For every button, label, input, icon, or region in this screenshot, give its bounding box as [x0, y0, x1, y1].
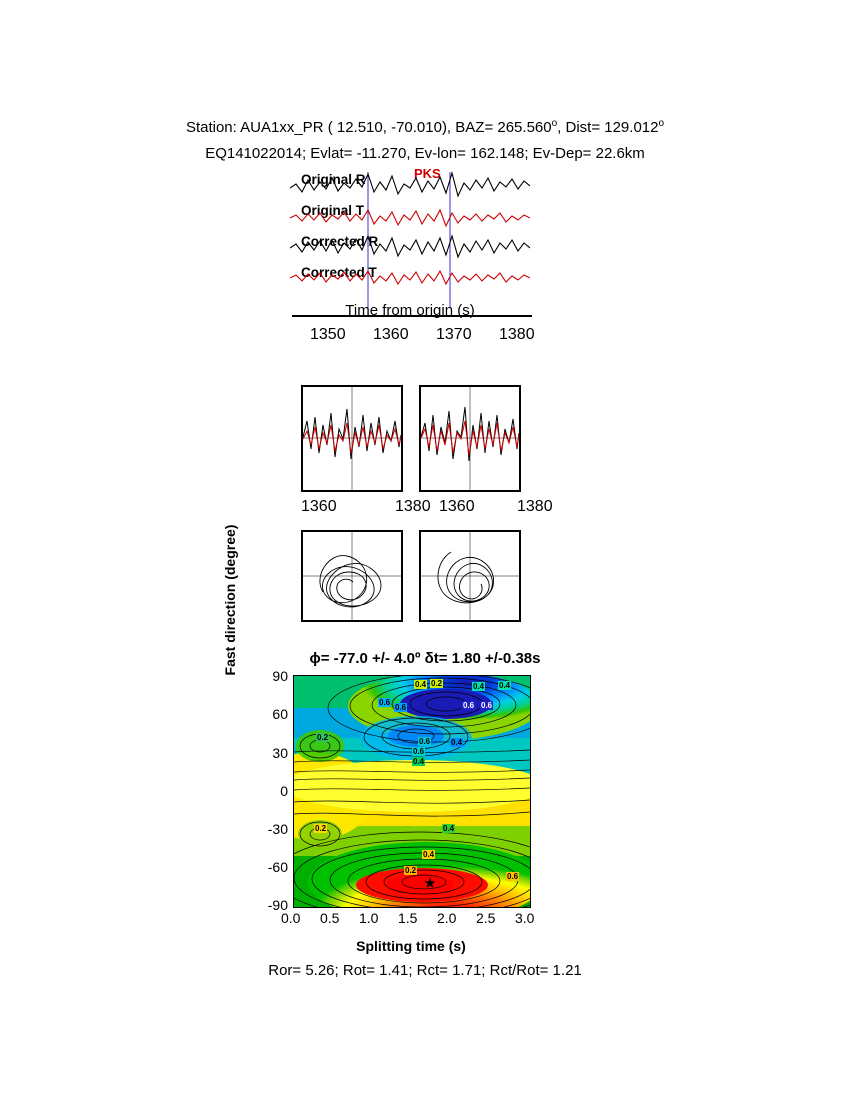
- contour-label-12: 0.4: [413, 757, 425, 766]
- contour-label-14: 0.2: [315, 824, 327, 833]
- contour-label-15: 0.4: [423, 850, 435, 859]
- ytick-30: 30: [272, 745, 288, 761]
- contour-label-6: 0.6: [463, 701, 475, 710]
- header-dist-info: , Dist= 129.012: [557, 119, 659, 136]
- contour-x-axis-label: Splitting time (s): [356, 938, 466, 954]
- mid-tick-right-0: 1360: [439, 498, 475, 515]
- contour-label-16: 0.2: [405, 866, 417, 875]
- header-station-info: Station: AUA1xx_PR ( 12.510, -70.010), BAZ= 265.560: [185, 119, 552, 136]
- waveform-axis-title: Time from origin (s): [345, 302, 475, 319]
- trace-label-original-t: Original T: [301, 203, 365, 218]
- quality-metrics-footer: Ror= 5.26; Rot= 1.41; Rct= 1.71; Rct/Rot= 1.21: [268, 962, 582, 979]
- mid-tick-right-1: 1380: [517, 498, 553, 515]
- waveform-tick-1: 1360: [373, 326, 409, 343]
- splitting-result-label: ϕ= -77.0 +/- 4.0º δt= 1.80 +/-0.38s: [309, 650, 541, 667]
- ytick-60: 60: [272, 706, 288, 722]
- error-surface-contour-plot: [293, 675, 531, 908]
- waveform-axis-line: [292, 315, 532, 317]
- contour-y-axis-label: Fast direction (degree): [222, 524, 238, 676]
- mid-tick-left-1: 1380: [395, 498, 431, 515]
- xtick-3: 1.5: [398, 910, 418, 926]
- contour-label-10: 0.4: [451, 738, 463, 747]
- contour-label-3: 0.4: [499, 681, 511, 690]
- mid-tick-left-0: 1360: [301, 498, 337, 515]
- trace-label-original-r: Original R: [301, 172, 366, 187]
- waveform-tick-3: 1380: [499, 326, 535, 343]
- contour-label-4: 0.6: [379, 698, 391, 707]
- contour-label-1: 0.2: [431, 679, 443, 688]
- particle-motion-box-left: [301, 530, 403, 622]
- contour-label-8: 0.2: [317, 733, 329, 742]
- seismogram-box-right: [419, 385, 521, 492]
- contour-label-9: 0.6: [419, 737, 431, 746]
- contour-label-13: 0.4: [443, 824, 455, 833]
- ytick-0: 0: [280, 783, 288, 799]
- ytick-m90: -90: [267, 897, 288, 913]
- degree-sign-2: o: [658, 118, 665, 129]
- xtick-2: 1.0: [359, 910, 379, 926]
- contour-label-0: 0.4: [415, 680, 427, 689]
- header-line-1: [0, 118, 850, 136]
- trace-label-corrected-r: Corrected R: [301, 234, 379, 249]
- xtick-0: 0.0: [281, 910, 301, 926]
- particle-motion-box-right: [419, 530, 521, 622]
- svg-text:★: ★: [423, 875, 437, 892]
- contour-label-17: 0.6: [507, 872, 519, 881]
- waveform-tick-2: 1370: [436, 326, 472, 343]
- xtick-5: 2.5: [476, 910, 496, 926]
- contour-label-7: 0.6: [481, 701, 493, 710]
- ytick-m30: -30: [267, 821, 288, 837]
- seismogram-box-left: [301, 385, 403, 492]
- waveform-tick-0: 1350: [310, 326, 346, 343]
- contour-label-5: 0.6: [395, 703, 407, 712]
- waveform-traces: [290, 170, 530, 310]
- degree-sign-1: o: [551, 118, 558, 129]
- xtick-6: 3.0: [515, 910, 535, 926]
- xtick-4: 2.0: [437, 910, 457, 926]
- ytick-90: 90: [272, 668, 288, 684]
- ytick-m60: -60: [267, 859, 288, 875]
- contour-label-11: 0.6: [413, 747, 425, 756]
- contour-label-2: 0.4: [473, 682, 485, 691]
- trace-label-corrected-t: Corrected T: [301, 265, 377, 280]
- pks-phase-label: PKS: [414, 166, 441, 181]
- xtick-1: 0.5: [320, 910, 340, 926]
- header-line-2: EQ141022014; Evlat= -11.270, Ev-lon= 162.148; Ev-Dep= 22.6km: [205, 145, 645, 162]
